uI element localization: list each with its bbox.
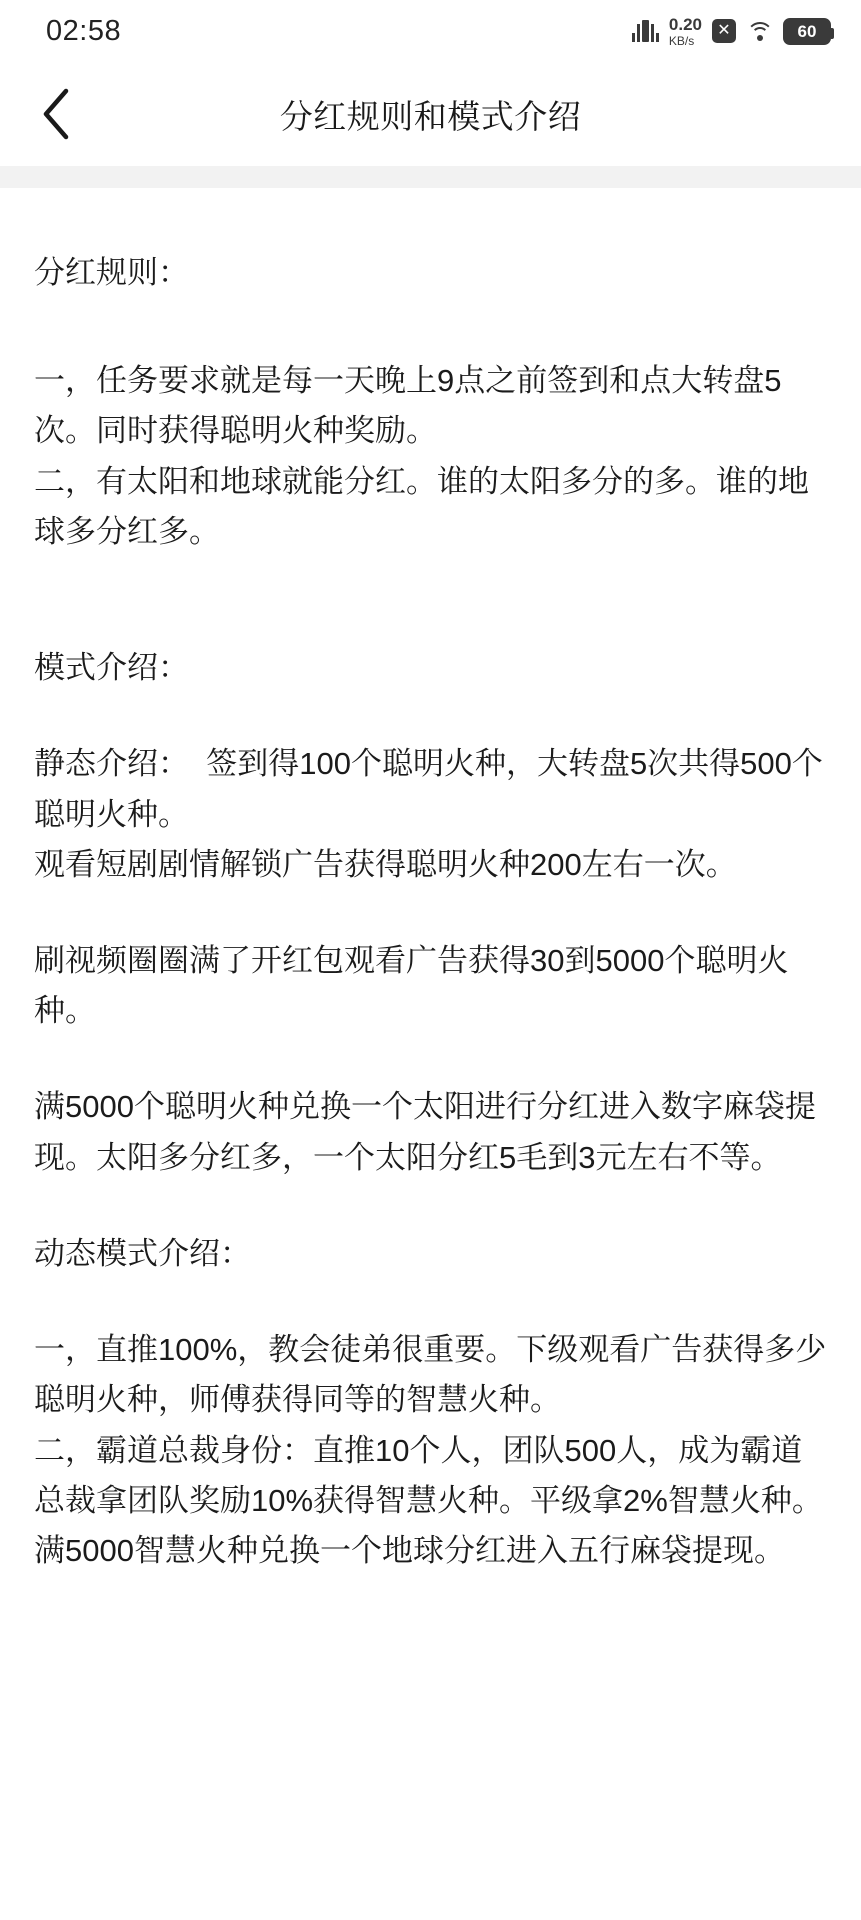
exchange-intro: 满5000个聪明火种兑换一个太阳进行分红进入数字麻袋提现。太阳多分红多，一个太阳分红5毛到3元左右不等。 xyxy=(34,1089,816,1175)
page-title: 分红规则和模式介绍 xyxy=(279,97,582,135)
article-content xyxy=(0,188,861,1920)
network-speed-value: 0.20 xyxy=(668,14,702,34)
network-speed-indicator xyxy=(669,16,702,47)
section-title-rules: 分红规则： xyxy=(34,255,189,290)
status-bar xyxy=(0,0,861,62)
section-title-modes: 模式介绍： xyxy=(34,650,189,686)
static-mode-intro: 静态介绍： 签到得100个聪明火种，大转盘5次共得500个聪明火种。 xyxy=(34,746,823,832)
title-bar xyxy=(0,62,861,166)
status-icons xyxy=(632,16,831,47)
battery-icon xyxy=(783,18,831,45)
back-button[interactable] xyxy=(28,86,84,142)
static-mode-intro-2: 观看短剧剧情解锁广告获得聪明火种200左右一次。 xyxy=(34,846,737,882)
battery-level: 60 xyxy=(797,21,817,41)
close-badge-icon: ✕ xyxy=(712,19,736,43)
status-time: 02:58 xyxy=(46,14,122,47)
section-title-dynamic: 动态模式介绍： xyxy=(34,1235,251,1271)
wifi-icon xyxy=(746,21,773,42)
dynamic-item-2: 二，霸道总裁身份：直推10个人，团队500人，成为霸道总裁拿团队奖励10%获得智慧火种。平级拿2%智慧火种。满5000智慧火种兑换一个地球分红进入五行麻袋提现。 xyxy=(34,1432,823,1568)
dynamic-item-1: 一，直推100%，教会徒弟很重要。下级观看广告获得多少聪明火种，师傅获得同等的智慧火种。 xyxy=(34,1332,827,1418)
rule-item-2: 二，有太阳和地球就能分红。谁的太阳多分的多。谁的地球多分红多。 xyxy=(34,463,809,549)
network-speed-unit: KB/s xyxy=(668,33,695,48)
rule-item-1: 一，任务要求就是每一天晚上9点之前签到和点大转盘5次。同时获得聪明火种奖励。 xyxy=(34,363,782,449)
back-chevron-icon xyxy=(39,87,73,141)
section-divider xyxy=(0,166,861,188)
video-reward-intro: 刷视频圈圈满了开红包观看广告获得30到5000个聪明火种。 xyxy=(34,942,789,1029)
vibrate-icon xyxy=(632,20,659,42)
